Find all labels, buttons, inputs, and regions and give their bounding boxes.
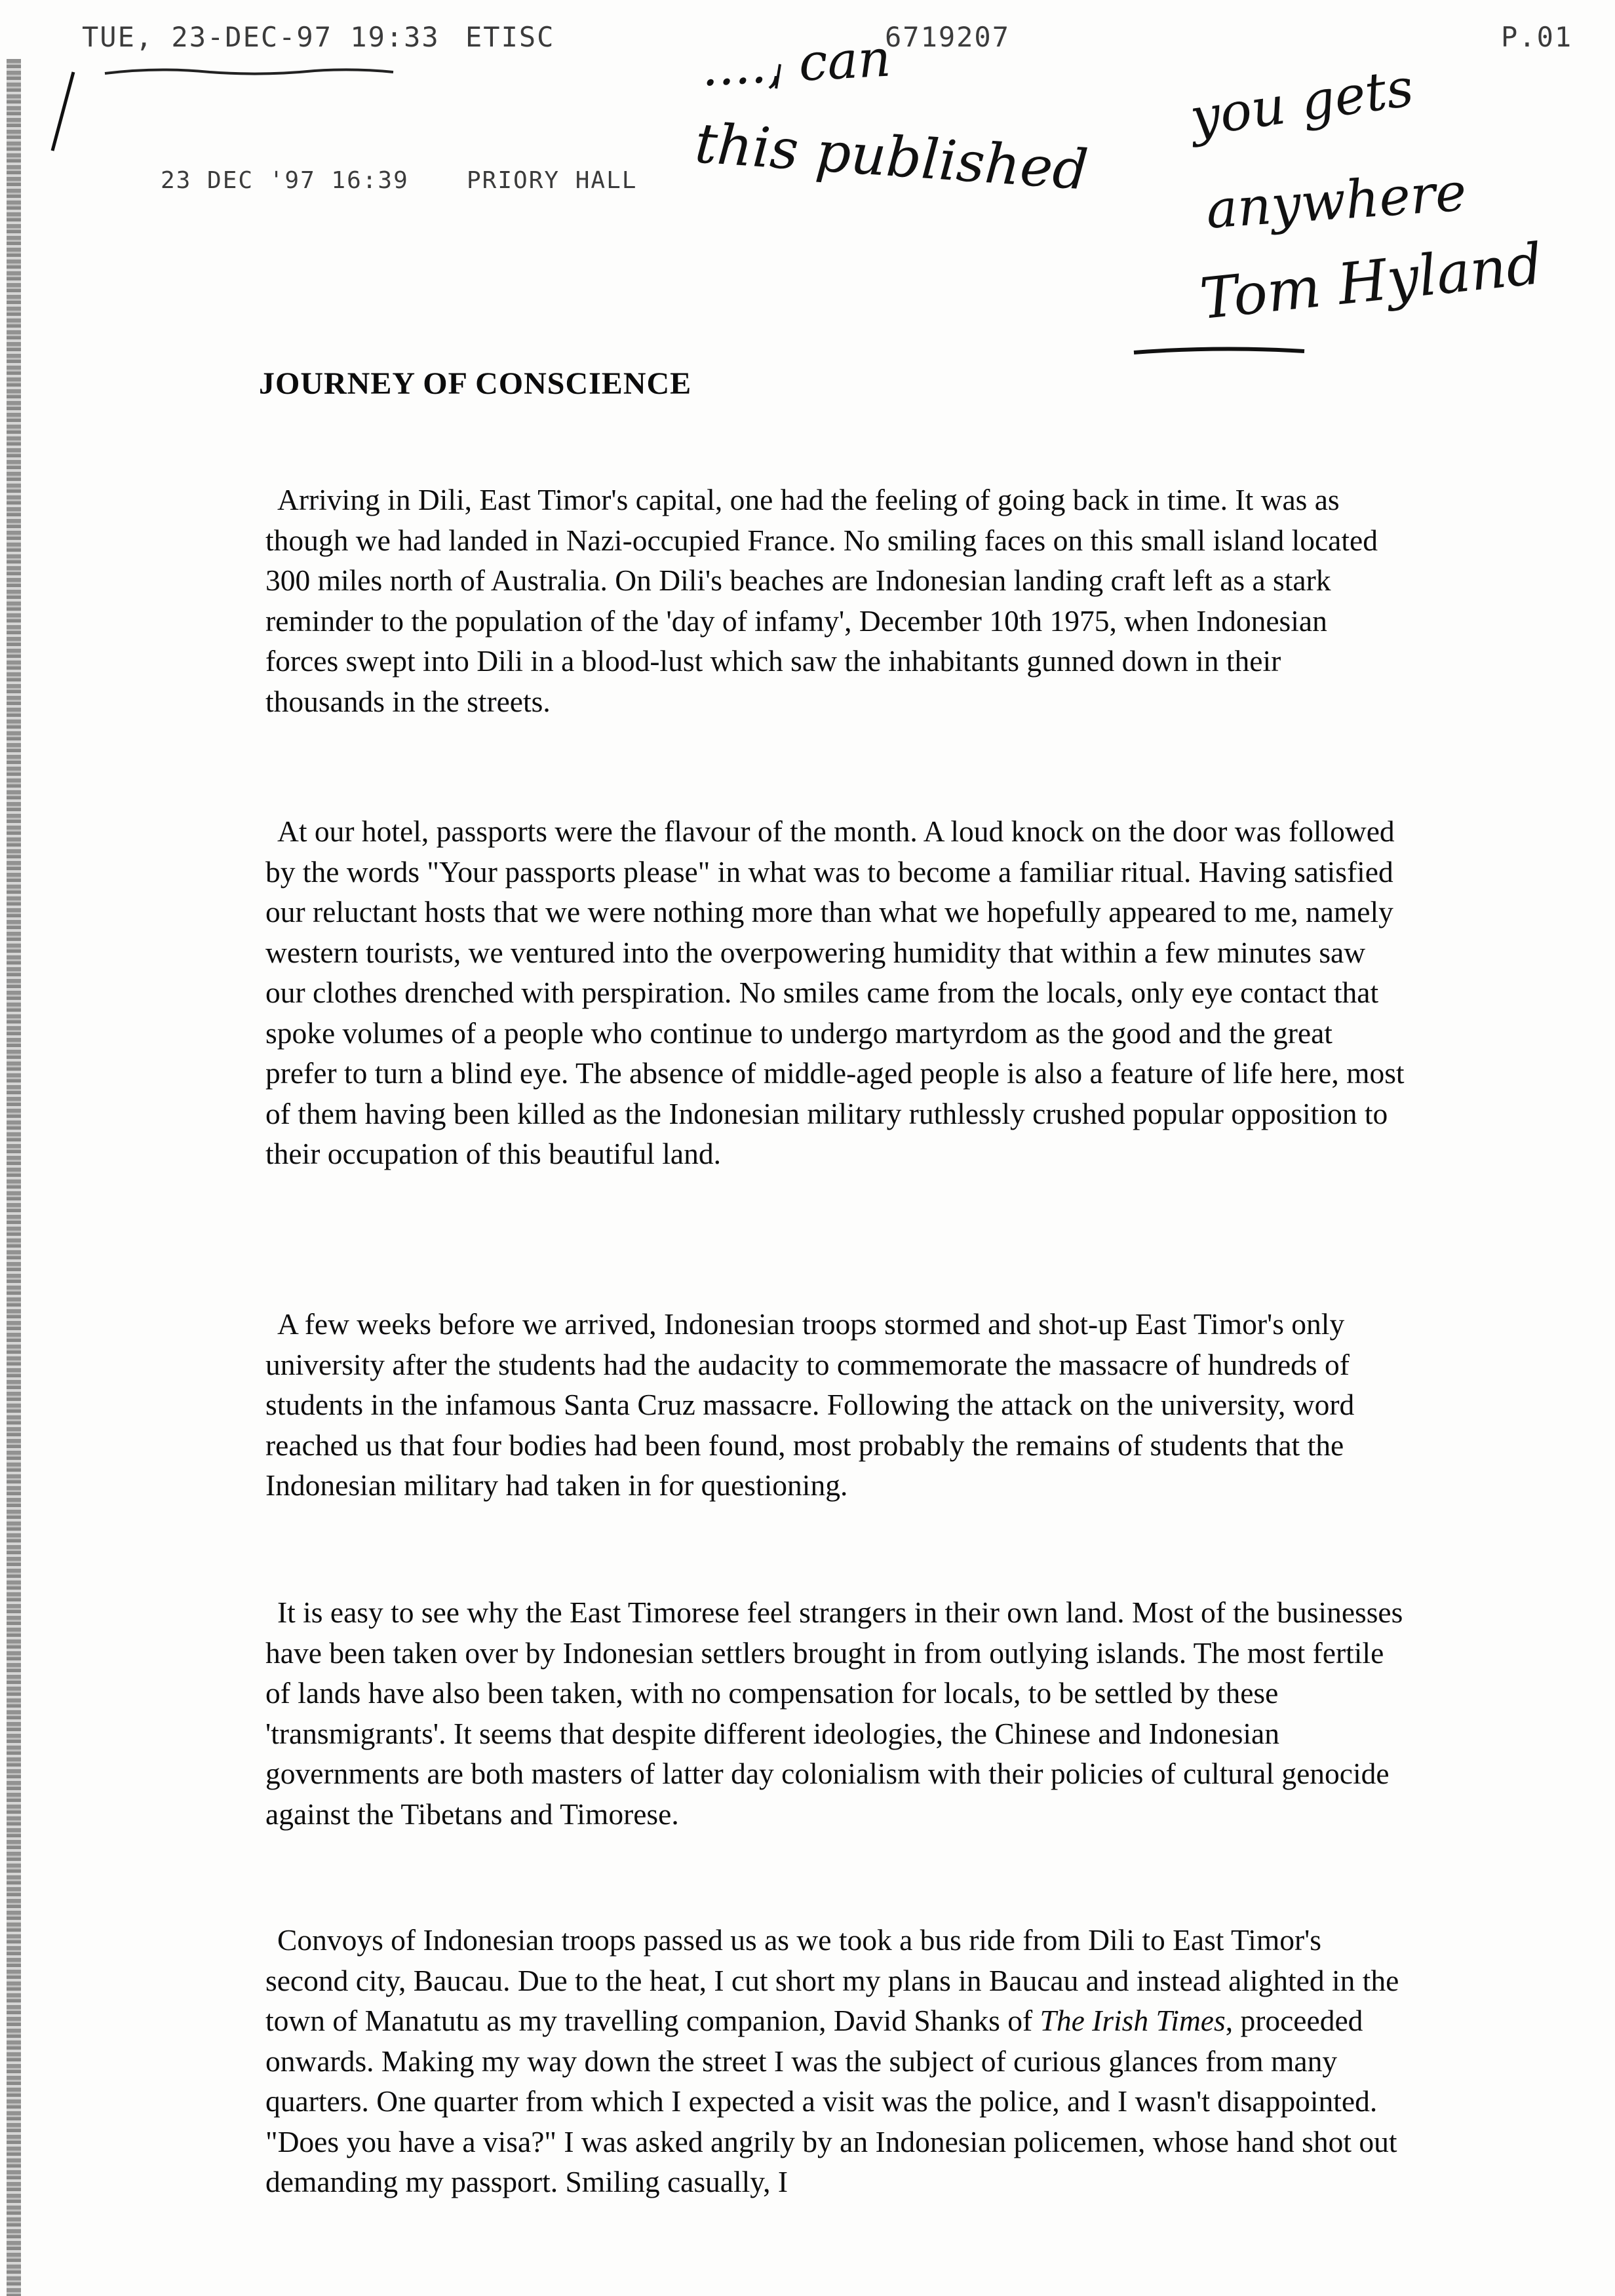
scan-edge	[7, 59, 21, 2296]
article-paragraph: A few weeks before we arrived, Indonesian troops stormed and shot-up East Timor's only university after the students had the audacity to commemorate the massacre of hundreds of students in the infamous Santa Cruz massacre. Following the attack on the university, word reached us that four bodies had been found, most probably the remains of students that the Indonesian military had taken in for questioning.	[265, 1307, 1355, 1502]
paragraph-text: Convoys of Indonesian troops passed us as we took a bus ride from Dili to East Timor's second city, Baucau. Due to the heat, I cut short my plans in Baucau and instead alighted in the town of Manatutu as my travelling companion, David Shanks of	[265, 1923, 1399, 2037]
article-paragraph: It is easy to see why the East Timorese feel strangers in their own land. Most of the businesses have been taken over by Indonesian settlers brought in from outlying islands. The most fertile of lands have also been taken, with no compensation for locals, to be settled by these 'transmigrants'. It seems that despite different ideologies, the Chinese and Indonesian governments are both masters of latter day colonialism with their policies of cultural genocide against the Tibetans and Timorese.	[265, 1596, 1403, 1831]
handwritten-note-line-1: ...., can	[699, 29, 893, 98]
paragraph-text: , proceeded onwards. Making my way down the street I was the subject of curious glances from many quarters. One quarter from which I expected a visit was the police, and I wasn't disappointed. "Does you have a visa?" I was asked angrily by an Indonesian policemen, whose hand shot out demanding my passport. Smiling casually, I	[265, 2004, 1397, 2198]
fax-secondary-sender: PRIORY HALL	[467, 167, 638, 194]
fax-number: 6719207	[885, 21, 1011, 53]
handwritten-signature: Tom Hyland	[1197, 231, 1546, 333]
handwritten-note-line-3: you gets	[1186, 56, 1417, 149]
article-paragraph	[265, 1920, 1406, 2202]
handwritten-note-line-2: this published	[693, 111, 1091, 202]
signature-underline	[1134, 349, 1304, 353]
article-paragraph: At our hotel, passports were the flavour of the month. A loud knock on the door was followed by the words "Your passports please" in what was to become a familiar ritual. Having satisfied our reluctant hosts that we were nothing more than what we hopefully appeared to me, namely western tourists, we ventured into the overpowering humidity that within a few minutes saw our clothes drenched with perspiration. No smiles came from the locals, only eye contact that spoke volumes of a people who continue to undergo martyrdom as the good and the great prefer to turn a blind eye. The absence of middle-aged people is also a feature of life here, most of them having been killed as the Indonesian military ruthlessly crushed popular opposition to their occupation of this beautiful land.	[265, 814, 1405, 1170]
fax-page-number: P.01	[1501, 21, 1573, 53]
fax-date: TUE, 23-DEC-97 19:33	[82, 21, 440, 53]
fax-sender: ETISC	[465, 21, 555, 53]
article-title: JOURNEY OF CONSCIENCE	[259, 366, 692, 401]
underline-stroke	[105, 69, 393, 73]
handwritten-note-line-4: anywhere	[1204, 161, 1469, 240]
article-paragraph: Arriving in Dili, East Timor's capital, one had the feeling of going back in time. It was as though we had landed in Nazi-occupied France. No smiling faces on this small island located 300 miles north of Australia. On Dili's beaches are Indonesian landing craft left as a stark reminder to the population of the 'day of infamy', December 10th 1975, when Indonesian forces swept into Dili in a blood-lust which saw the inhabitants gunned down in their thousands in the streets.	[265, 483, 1378, 718]
newspaper-name: The Irish Times	[1040, 2004, 1226, 2037]
slash-mark	[52, 72, 73, 151]
fax-secondary-date: 23 DEC '97 16:39	[161, 167, 409, 194]
